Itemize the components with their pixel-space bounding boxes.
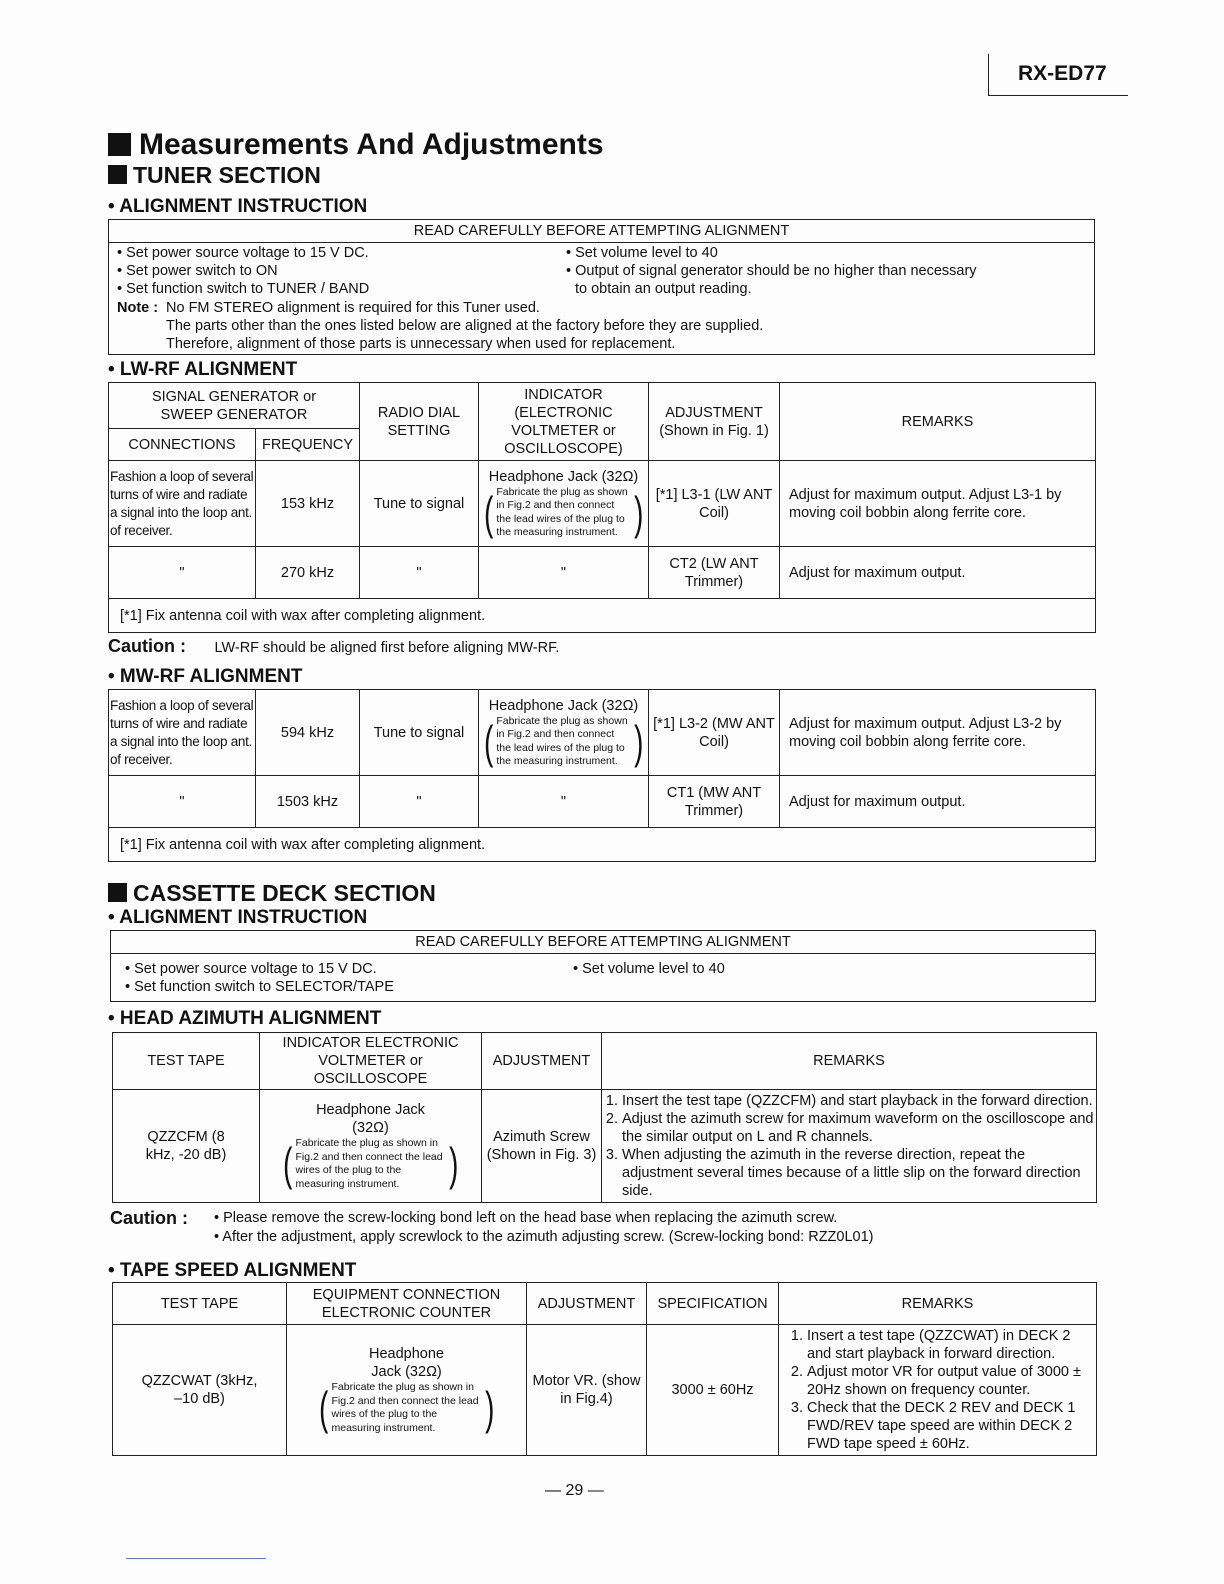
- mw-row2-adjustment: CT1 (MW ANT Trimmer): [649, 776, 780, 828]
- lw-row1-connection: Fashion a loop of several turns of wire and radiate a signal into the loop ant. of receiver.: [109, 461, 256, 547]
- mw-row2-remarks: Adjust for maximum output.: [780, 776, 1096, 828]
- speed-header-remarks: REMARKS: [779, 1283, 1097, 1325]
- azimuth-caution-line: • After the adjustment, apply screwlock to the azimuth adjusting screw. (Screw-locking bond: RZZ0L01): [214, 1229, 874, 1245]
- left-paren-icon: (: [283, 1138, 293, 1190]
- mw-row2-indicator: ": [479, 776, 649, 828]
- square-bullet-icon: [108, 883, 127, 902]
- lw-row2-dial: ": [360, 547, 479, 599]
- tuner-note-line: The parts other than the ones listed below are aligned at the factory before they are supplied.: [166, 318, 764, 334]
- speed-indicator: [287, 1325, 527, 1456]
- speed-table: [112, 1282, 1097, 1456]
- lw-row2-connection: ": [109, 547, 256, 599]
- azimuth-caution-line: • Please remove the screw-locking bond left on the head base when replacing the azimuth screw.: [214, 1210, 838, 1226]
- speed-remark: 1. Insert a test tape (QZZCWAT) in DECK 2 and start playback in forward direction.: [807, 1327, 1092, 1363]
- lw-row1-adjustment: [*1] L3-1 (LW ANT Coil): [649, 461, 780, 547]
- square-bullet-icon: [108, 133, 131, 156]
- azimuth-table: [112, 1032, 1097, 1203]
- mw-row1-indicator-note: Fabricate the plug as shown in Fig.2 and then connect the lead wires of the plug to the measuring instrument.: [496, 714, 628, 767]
- lw-header-remarks: REMARKS: [780, 383, 1096, 461]
- azimuth-remarks: [602, 1090, 1097, 1203]
- lw-header-adjustment: ADJUSTMENT (Shown in Fig. 1): [649, 383, 780, 461]
- azimuth-adjustment: Azimuth Screw (Shown in Fig. 3): [482, 1090, 602, 1203]
- speed-header-equipment: EQUIPMENT CONNECTION ELECTRONIC COUNTER: [287, 1283, 527, 1325]
- mw-row1-indicator-bracket: [481, 715, 646, 769]
- mw-row1-frequency: 594 kHz: [256, 690, 360, 776]
- azimuth-indicator: [260, 1090, 482, 1203]
- lw-row1-frequency: 153 kHz: [256, 461, 360, 547]
- azimuth-remark: 1. Insert the test tape (QZZCFM) and start playback in the forward direction.: [622, 1092, 1094, 1110]
- right-paren-icon: ): [448, 1138, 458, 1190]
- speed-indicator-note: Fabricate the plug as shown in Fig.2 and then connect the lead wires of the plug to the measuring instrument.: [331, 1381, 479, 1434]
- lw-row2-remarks: Adjust for maximum output.: [780, 547, 1096, 599]
- speed-header-test-tape: TEST TAPE: [113, 1283, 287, 1325]
- lw-footnote: [*1] Fix antenna coil with wax after completing alignment.: [109, 599, 1096, 633]
- tuner-left-item: • Set function switch to TUNER / BAND: [117, 281, 370, 297]
- header-rule-vertical: [988, 54, 989, 96]
- lw-row1-indicator: [479, 461, 649, 547]
- model-number: RX-ED77: [1018, 62, 1107, 85]
- tuner-right-item: • Set volume level to 40: [566, 245, 718, 261]
- lw-caution-label: Caution :: [108, 636, 186, 656]
- cassette-alignment-heading: • ALIGNMENT INSTRUCTION: [108, 907, 368, 928]
- page-title-text: Measurements And Adjustments: [139, 128, 604, 161]
- lw-row1-indicator-bracket: [481, 486, 646, 540]
- tuner-left-item: • Set power source voltage to 15 V DC.: [117, 245, 369, 261]
- speed-header-adjustment: ADJUSTMENT: [527, 1283, 647, 1325]
- right-paren-icon: ): [633, 715, 643, 768]
- lw-row2-adjustment: CT2 (LW ANT Trimmer): [649, 547, 780, 599]
- azimuth-header-test-tape: TEST TAPE: [113, 1033, 260, 1090]
- lw-header-connections: CONNECTIONS: [109, 429, 256, 461]
- tuner-right-item: to obtain an output reading.: [575, 281, 752, 297]
- tuner-read-carefully: READ CAREFULLY BEFORE ATTEMPTING ALIGNMENT: [109, 220, 1094, 243]
- page-title: [108, 128, 604, 162]
- speed-remark: 2. Adjust motor VR for output value of 3000 ± 20Hz shown on frequency counter.: [807, 1363, 1092, 1399]
- square-bullet-icon: [108, 165, 127, 184]
- tuner-note-label: Note :: [117, 300, 159, 316]
- azimuth-indicator-title: Headphone Jack (32Ω): [316, 1102, 425, 1136]
- right-paren-icon: ): [484, 1382, 494, 1434]
- lw-row1-indicator-title: Headphone Jack (32Ω): [488, 468, 639, 485]
- mw-row2-frequency: 1503 kHz: [256, 776, 360, 828]
- mw-row2-connection: ": [109, 776, 256, 828]
- lw-header-frequency: FREQUENCY: [256, 429, 360, 461]
- header-rule-horizontal: [988, 95, 1128, 96]
- tuner-section-title: [108, 162, 321, 189]
- azimuth-heading: • HEAD AZIMUTH ALIGNMENT: [108, 1008, 382, 1029]
- right-paren-icon: ): [633, 486, 643, 539]
- cassette-left-item: • Set power source voltage to 15 V DC.: [125, 961, 377, 977]
- lw-heading: • LW-RF ALIGNMENT: [108, 359, 298, 380]
- speed-indicator-bracket: [291, 1381, 522, 1435]
- lw-row2-frequency: 270 kHz: [256, 547, 360, 599]
- mw-row1-indicator: [479, 690, 649, 776]
- mw-row2-dial: ": [360, 776, 479, 828]
- left-paren-icon: (: [484, 715, 494, 768]
- mw-row1-remarks: Adjust for maximum output. Adjust L3-2 by moving coil bobbin along ferrite core.: [780, 690, 1096, 776]
- left-paren-icon: (: [319, 1382, 329, 1434]
- lw-row2-indicator: ": [479, 547, 649, 599]
- lw-row1-remarks: Adjust for maximum output. Adjust L3-1 by moving coil bobbin along ferrite core.: [780, 461, 1096, 547]
- cassette-section-title-text: CASSETTE DECK SECTION: [133, 880, 436, 906]
- speed-specification: 3000 ± 60Hz: [647, 1325, 779, 1456]
- azimuth-test-tape: QZZCFM (8 kHz, -20 dB): [113, 1090, 260, 1203]
- mw-footnote: [*1] Fix antenna coil with wax after completing alignment.: [109, 828, 1096, 862]
- speed-remarks-list: [783, 1327, 1092, 1453]
- tuner-note-line: No FM STEREO alignment is required for this Tuner used.: [166, 300, 540, 316]
- speed-remark: 3. Check that the DECK 2 REV and DECK 1 FWD/REV tape speed are within DECK 2 FWD tape speed ± 60Hz.: [807, 1399, 1092, 1453]
- tuner-section-title-text: TUNER SECTION: [133, 162, 321, 188]
- speed-header-specification: SPECIFICATION: [647, 1283, 779, 1325]
- left-paren-icon: (: [484, 486, 494, 539]
- azimuth-remark: 3. When adjusting the azimuth in the reverse direction, repeat the adjustment several times because of a little slip on the forward direction side.: [622, 1146, 1094, 1200]
- tuner-note-line: Therefore, alignment of those parts is unnecessary when used for replacement.: [166, 336, 676, 352]
- azimuth-caution-label: Caution :: [110, 1208, 188, 1228]
- speed-heading: • TAPE SPEED ALIGNMENT: [108, 1260, 357, 1281]
- speed-adjustment: Motor VR. (show in Fig.4): [527, 1325, 647, 1456]
- speed-test-tape: QZZCWAT (3kHz, –10 dB): [113, 1325, 287, 1456]
- cassette-instruction-box: [110, 930, 1096, 1002]
- tuner-alignment-heading: • ALIGNMENT INSTRUCTION: [108, 196, 368, 217]
- tuner-left-item: • Set power switch to ON: [117, 263, 278, 279]
- lw-caution: [108, 636, 559, 657]
- azimuth-remarks-list: [604, 1092, 1094, 1200]
- lw-header-radio-dial: RADIO DIAL SETTING: [360, 383, 479, 461]
- lw-caution-text: LW-RF should be aligned first before aligning MW-RF.: [214, 640, 560, 656]
- mw-row1-indicator-title: Headphone Jack (32Ω): [488, 697, 639, 714]
- bottom-rule: [126, 1558, 266, 1559]
- azimuth-header-adjustment: ADJUSTMENT: [482, 1033, 602, 1090]
- speed-indicator-title: Headphone Jack (32Ω): [369, 1346, 444, 1380]
- azimuth-indicator-bracket: [264, 1137, 477, 1191]
- azimuth-caution: [110, 1208, 188, 1229]
- azimuth-indicator-note: Fabricate the plug as shown in Fig.2 and then connect the lead wires of the plug to the measuring instrument.: [295, 1137, 443, 1190]
- cassette-section-title: [108, 880, 436, 907]
- tuner-instruction-box: [108, 219, 1095, 355]
- lw-header-indicator: INDICATOR (ELECTRONIC VOLTMETER or OSCILLOSCOPE): [479, 383, 649, 461]
- speed-remarks: [779, 1325, 1097, 1456]
- lw-row1-dial: Tune to signal: [360, 461, 479, 547]
- lw-table: [108, 382, 1096, 633]
- mw-row1-adjustment: [*1] L3-2 (MW ANT Coil): [649, 690, 780, 776]
- lw-header-signal-gen: SIGNAL GENERATOR or SWEEP GENERATOR: [109, 383, 360, 429]
- azimuth-remark: 2. Adjust the azimuth screw for maximum waveform on the oscilloscope and the similar output on L and R channels.: [622, 1110, 1094, 1146]
- mw-heading: • MW-RF ALIGNMENT: [108, 666, 303, 687]
- tuner-right-item: • Output of signal generator should be no higher than necessary: [566, 263, 977, 279]
- page-number: — 29 —: [545, 1482, 604, 1499]
- cassette-right-item: • Set volume level to 40: [573, 961, 725, 977]
- azimuth-header-indicator: INDICATOR ELECTRONIC VOLTMETER or OSCILLOSCOPE: [260, 1033, 482, 1090]
- cassette-read-carefully: READ CAREFULLY BEFORE ATTEMPTING ALIGNMENT: [111, 931, 1095, 954]
- azimuth-header-remarks: REMARKS: [602, 1033, 1097, 1090]
- mw-table: [108, 689, 1096, 862]
- mw-row1-connection: Fashion a loop of several turns of wire and radiate a signal into the loop ant. of receiver.: [109, 690, 256, 776]
- lw-row1-indicator-note: Fabricate the plug as shown in Fig.2 and then connect the lead wires of the plug to the measuring instrument.: [496, 485, 628, 538]
- cassette-left-item: • Set function switch to SELECTOR/TAPE: [125, 979, 394, 995]
- mw-row1-dial: Tune to signal: [360, 690, 479, 776]
